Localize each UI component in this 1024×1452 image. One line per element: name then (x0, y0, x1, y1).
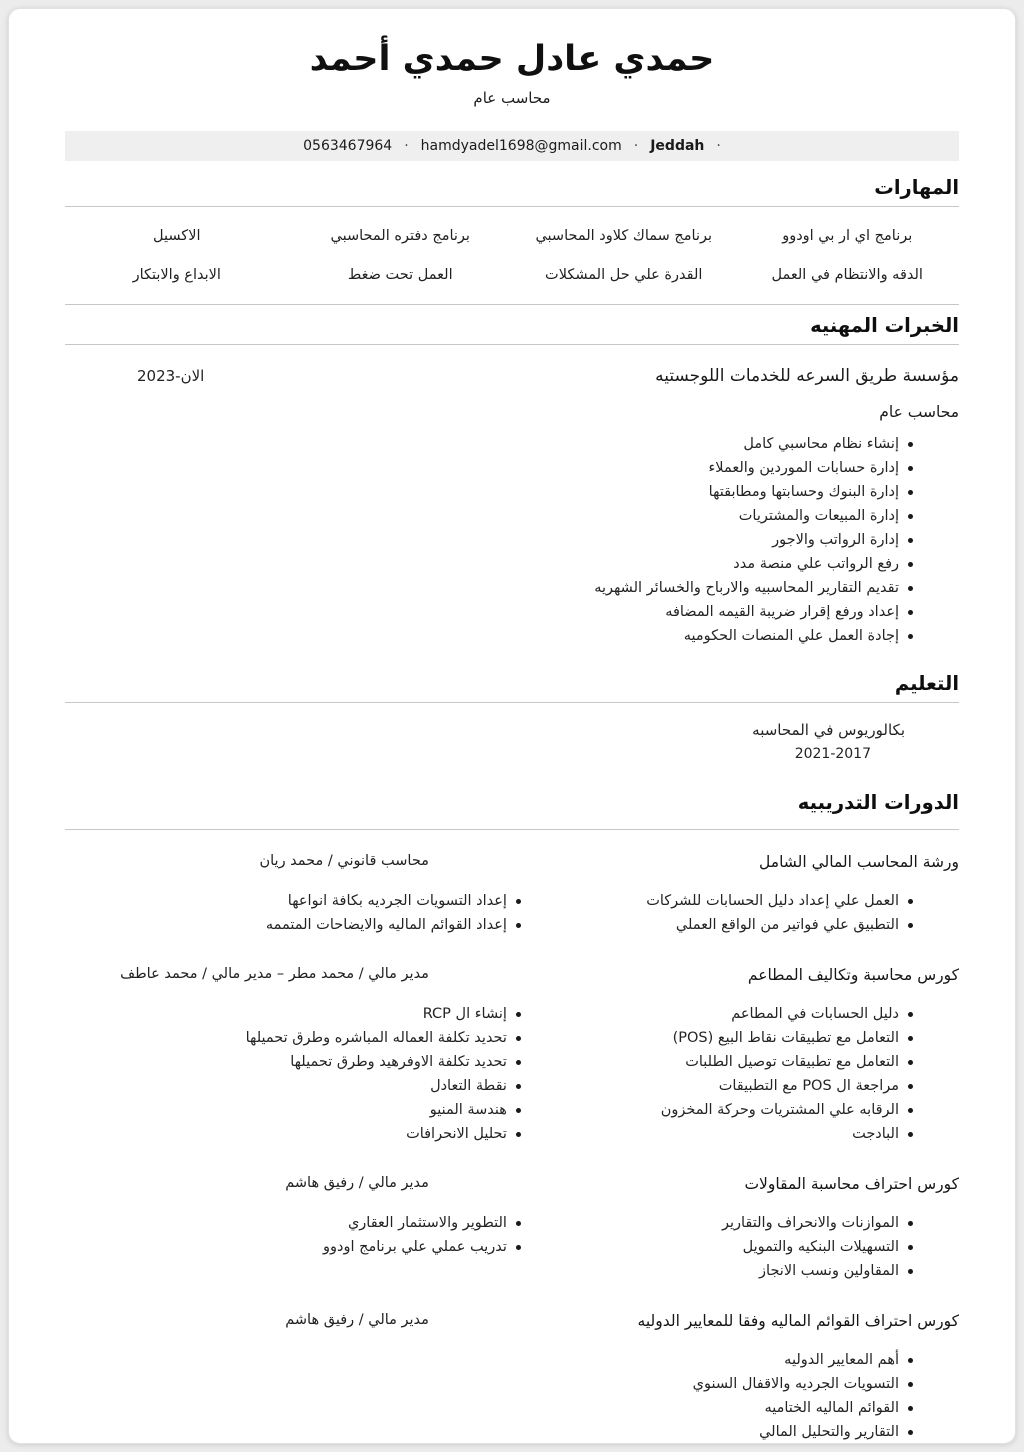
bullet-marker-icon (908, 490, 913, 495)
topic-text: الرقابه علي المشتريات وحركة المخزون (660, 1102, 899, 1119)
separator-dot-icon: · (404, 138, 409, 154)
bullet-marker-icon (908, 899, 913, 904)
topic-text: تحديد تكلفة الاوفرهيد وطرق تحميلها (290, 1054, 507, 1071)
topic-text: تحليل الانحرافات (406, 1126, 507, 1143)
topic-text: البادجت (852, 1126, 899, 1143)
course-main-column (521, 1175, 959, 1282)
bullet-marker-icon (516, 1245, 521, 1250)
course-name: ورشة المحاسب المالي الشامل (759, 853, 959, 872)
bullet-marker-icon (908, 1108, 913, 1113)
courses-section-title: الدورات التدريبيه (797, 791, 959, 815)
course-topic-item (521, 1124, 913, 1145)
topic-text: التعامل مع تطبيقات توصيل الطلبات (685, 1054, 899, 1071)
topic-text: التقارير والتحليل المالي (759, 1424, 899, 1441)
course-topics-list (65, 891, 521, 936)
course-topic-item (65, 1213, 521, 1234)
bullet-marker-icon (516, 1084, 521, 1089)
education-section-title: التعليم (894, 672, 959, 696)
course-instructor: مدير مالي / محمد مطر – مدير مالي / محمد عاطف (120, 966, 429, 983)
course-block (65, 1312, 959, 1443)
bullet-marker-icon (908, 1036, 913, 1041)
separator-dot-icon: · (633, 138, 639, 154)
candidate-job-title: محاسب عام (473, 89, 551, 107)
section-divider (65, 206, 959, 207)
section-divider (65, 702, 959, 703)
course-topic-item (521, 1052, 913, 1073)
topic-text: العمل علي إعداد دليل الحسابات للشركات (646, 893, 899, 910)
course-name: كورس احتراف محاسبة المقاولات (744, 1175, 959, 1194)
course-block (65, 966, 959, 1145)
course-side-column (65, 1312, 521, 1443)
course-topics-list (65, 1004, 521, 1145)
course-instructor: مدير مالي / رفيق هاشم (285, 1175, 429, 1192)
experience-period: 2023-الان (137, 367, 205, 385)
company-name: مؤسسة طريق السرعه للخدمات اللوجستيه (655, 366, 959, 386)
course-side-column (65, 1175, 521, 1282)
bullet-marker-icon (908, 1012, 913, 1017)
course-topic-item (65, 915, 521, 936)
topic-text: الموازنات والانحراف والتقارير (721, 1215, 899, 1232)
experience-duty-item (65, 458, 913, 479)
skill-item: القدرة علي حل المشكلات (545, 267, 703, 283)
topic-text: التسويات الجرديه والاقفال السنوي (692, 1376, 899, 1393)
duty-text: تقديم التقارير المحاسبيه والارباح والخسائر الشهريه (594, 580, 899, 597)
bullet-marker-icon (908, 1221, 913, 1226)
education-period-text: 2021-2017 (794, 746, 871, 763)
course-topic-item (65, 1004, 521, 1025)
topic-text: المقاولين ونسب الانجاز (759, 1263, 899, 1280)
course-topic-item (521, 1028, 913, 1049)
bullet-marker-icon (908, 1382, 913, 1387)
course-topic-item (521, 1076, 913, 1097)
skill-item: برنامج دفتره المحاسبي (330, 228, 470, 244)
candidate-name: حمدي عادل حمدي أحمد (309, 39, 715, 79)
course-topic-item (521, 1374, 913, 1395)
duty-text: رفع الرواتب علي منصة مدد (733, 556, 899, 573)
bullet-marker-icon (516, 1036, 521, 1041)
skill-item: برنامج اي ار بي اودوو (782, 228, 913, 244)
duty-text: إدارة المبيعات والمشتريات (738, 508, 899, 525)
section-divider (65, 829, 959, 830)
course-block (65, 1175, 959, 1282)
bullet-marker-icon (516, 923, 521, 928)
course-side-column (65, 966, 521, 1145)
course-topic-item (65, 1052, 521, 1073)
course-topics-list (521, 891, 959, 936)
course-topic-item (521, 1237, 913, 1258)
experience-header-row (65, 366, 959, 386)
topic-text: مراجعة ال POS مع التطبيقات (718, 1078, 899, 1095)
experience-duty-item (65, 434, 913, 455)
course-name: كورس محاسبة وتكاليف المطاعم (747, 966, 959, 985)
course-topic-item (521, 1422, 913, 1443)
bullet-marker-icon (516, 1221, 521, 1226)
skills-grid (65, 228, 959, 283)
course-topic-item (521, 891, 913, 912)
degree-name: بكالوريوس في المحاسبه (752, 721, 905, 740)
course-topic-item (521, 1261, 913, 1282)
bullet-marker-icon (908, 1084, 913, 1089)
skill-item: العمل تحت ضغط (347, 267, 453, 283)
topic-text: إنشاء ال RCP (422, 1006, 507, 1023)
experience-duty-item (65, 554, 913, 575)
course-topic-item (521, 1004, 913, 1025)
skills-section (65, 176, 959, 305)
course-main-column (521, 966, 959, 1145)
bullet-marker-icon (908, 442, 913, 447)
education-period (65, 746, 959, 762)
bullet-marker-icon (908, 1269, 913, 1274)
bullet-marker-icon (908, 1060, 913, 1065)
topic-text: تدريب عملي علي برنامج اودوو (323, 1239, 507, 1256)
bullet-marker-icon (908, 466, 913, 471)
bullet-marker-icon (908, 514, 913, 519)
section-divider (65, 344, 959, 345)
experience-duty-item (65, 530, 913, 551)
course-topic-item (65, 1124, 521, 1145)
course-topics-list (521, 1004, 959, 1145)
skill-item: برنامج سماك كلاود المحاسبي (535, 228, 713, 244)
course-topic-item (521, 1100, 913, 1121)
course-topic-item (65, 1237, 521, 1258)
course-topic-item (65, 1028, 521, 1049)
topic-text: القوائم الماليه الختاميه (764, 1400, 899, 1417)
bullet-marker-icon (908, 1132, 913, 1137)
duty-text: إدارة الرواتب والاجور (772, 532, 899, 549)
course-block (65, 853, 959, 936)
duty-text: إعداد ورفع إقرار ضريبة القيمه المضافه (665, 604, 899, 621)
course-side-column (65, 853, 521, 936)
bullet-marker-icon (516, 1132, 521, 1137)
course-topic-item (65, 1076, 521, 1097)
bullet-marker-icon (908, 562, 913, 567)
experience-section-title: الخبرات المهنيه (810, 314, 959, 337)
duty-text: إدارة حسابات الموردين والعملاء (708, 460, 899, 477)
bullet-marker-icon (516, 899, 521, 904)
course-topics-list (521, 1350, 959, 1443)
course-topics-list (65, 1213, 521, 1258)
bullet-marker-icon (908, 538, 913, 543)
course-main-column (521, 853, 959, 936)
bullet-marker-icon (908, 1245, 913, 1250)
topic-text: التطبيق علي فواتير من الواقع العملي (675, 917, 899, 934)
experience-duty-item (65, 602, 913, 623)
section-divider (65, 304, 959, 305)
topic-text: التطوير والاستثمار العقاري (347, 1215, 507, 1232)
experience-duty-item (65, 626, 913, 647)
topic-text: التعامل مع تطبيقات نقاط البيع (POS) (672, 1030, 899, 1047)
course-main-column (521, 1312, 959, 1443)
skill-item: الدقه والانتظام في العمل (771, 267, 923, 283)
bullet-marker-icon (516, 1012, 521, 1017)
experience-duty-item (65, 578, 913, 599)
bullet-marker-icon (908, 1406, 913, 1411)
experience-duty-item (65, 482, 913, 503)
resume-page (8, 8, 1016, 1444)
duty-text: إنشاء نظام محاسبي كامل (743, 436, 899, 452)
city: Jeddah (650, 138, 705, 154)
course-topics-list (521, 1213, 959, 1282)
topic-text: إعداد القوائم الماليه والايضاحات المتممه (265, 917, 507, 934)
skills-section-title: المهارات (874, 176, 959, 199)
course-instructor: مدير مالي / رفيق هاشم (285, 1312, 429, 1329)
course-name: كورس احتراف القوائم الماليه وفقا للمعايير الدوليه (637, 1312, 959, 1331)
topic-text: دليل الحسابات في المطاعم (731, 1006, 899, 1023)
skill-item: الاكسيل (153, 228, 201, 244)
topic-text: التسهيلات البنكيه والتمويل (742, 1239, 899, 1256)
experience-duty-item (65, 506, 913, 527)
bullet-marker-icon (908, 923, 913, 928)
course-topic-item (65, 891, 521, 912)
bullet-marker-icon (908, 1358, 913, 1363)
course-topic-item (521, 915, 913, 936)
topic-text: أهم المعايير الدوليه (784, 1352, 899, 1369)
email-address: hamdyadel1698@gmail.com (420, 138, 622, 154)
experience-section (65, 314, 959, 647)
bullet-marker-icon (908, 1430, 913, 1435)
separator-dot-icon: · (716, 138, 721, 154)
topic-text: إعداد التسويات الجرديه بكافة انواعها (287, 893, 507, 910)
duty-text: إجادة العمل علي المنصات الحكوميه (683, 628, 899, 645)
topic-text: تحديد تكلفة العماله المباشره وطرق تحميلها (245, 1030, 507, 1047)
course-topic-item (521, 1398, 913, 1419)
role-title: محاسب عام (879, 403, 959, 421)
duty-text: إدارة البنوك وحسابتها ومطابقتها (708, 484, 899, 501)
course-instructor: محاسب قانوني / محمد ريان (259, 853, 429, 870)
bullet-marker-icon (908, 610, 913, 615)
education-section (65, 672, 959, 762)
course-topic-item (65, 1100, 521, 1121)
topic-text: نقطة التعادل (430, 1078, 507, 1095)
bullet-marker-icon (516, 1108, 521, 1113)
bullet-marker-icon (908, 634, 913, 639)
skill-item: الابداع والابتكار (132, 267, 221, 283)
courses-section (65, 791, 959, 1443)
bullet-marker-icon (908, 586, 913, 591)
bullet-marker-icon (516, 1060, 521, 1065)
experience-duties-list (65, 434, 959, 647)
phone-number: 0563467964 (303, 138, 393, 154)
course-topic-item (521, 1350, 913, 1371)
course-topic-item (521, 1213, 913, 1234)
topic-text: هندسة المنيو (429, 1102, 507, 1119)
contact-bar (65, 131, 959, 161)
